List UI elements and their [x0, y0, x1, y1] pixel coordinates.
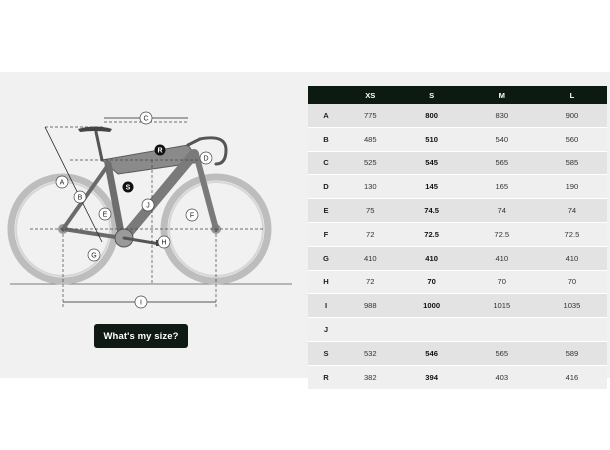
label-i — [135, 296, 147, 308]
svg-text:F: F — [189, 212, 195, 220]
cell-s: 545 — [397, 151, 467, 175]
cell-s: 145 — [397, 175, 467, 199]
cell-m: 72.5 — [467, 222, 537, 246]
table-row — [308, 270, 607, 294]
cell-s — [397, 318, 467, 342]
svg-text:S: S — [125, 184, 131, 192]
svg-text:G: G — [91, 252, 97, 260]
cell-s: 394 — [397, 365, 467, 389]
cell-xs: 775 — [344, 104, 397, 127]
svg-text:A: A — [59, 179, 65, 187]
cell-l: 585 — [537, 151, 607, 175]
cell-xs: 485 — [344, 127, 397, 151]
row-label: A — [308, 104, 344, 127]
table-row — [308, 104, 607, 127]
cell-l: 190 — [537, 175, 607, 199]
cell-m: 165 — [467, 175, 537, 199]
cell-m: 830 — [467, 104, 537, 127]
table-row — [308, 318, 607, 342]
bike-geometry-diagram — [0, 72, 300, 317]
header-size-l: L — [537, 86, 607, 104]
cell-s: 1000 — [397, 294, 467, 318]
table-row — [308, 294, 607, 318]
cell-xs: 410 — [344, 246, 397, 270]
cell-m: 403 — [467, 365, 537, 389]
cell-m: 70 — [467, 270, 537, 294]
cell-m: 74 — [467, 199, 537, 223]
cell-xs: 525 — [344, 151, 397, 175]
table-row — [308, 341, 607, 365]
table-header-row — [308, 86, 607, 104]
cell-s: 546 — [397, 341, 467, 365]
row-label: J — [308, 318, 344, 342]
label-e — [99, 208, 111, 220]
cell-s: 510 — [397, 127, 467, 151]
cell-xs: 382 — [344, 365, 397, 389]
cell-l: 70 — [537, 270, 607, 294]
label-s — [123, 182, 134, 193]
svg-text:I: I — [140, 299, 142, 307]
svg-text:J: J — [146, 202, 150, 210]
whats-my-size-button[interactable]: What's my size? — [94, 324, 188, 348]
label-b — [74, 191, 86, 203]
label-r — [155, 145, 166, 156]
label-j — [142, 199, 154, 211]
cell-xs: 532 — [344, 341, 397, 365]
row-label: C — [308, 151, 344, 175]
cell-s: 72.5 — [397, 222, 467, 246]
row-label: B — [308, 127, 344, 151]
cell-xs: 75 — [344, 199, 397, 223]
table-row — [308, 199, 607, 223]
cell-m: 540 — [467, 127, 537, 151]
table-row — [308, 365, 607, 389]
cell-l: 410 — [537, 246, 607, 270]
row-label: H — [308, 270, 344, 294]
cell-l: 589 — [537, 341, 607, 365]
svg-text:H: H — [161, 239, 167, 247]
cell-m — [467, 318, 537, 342]
cell-xs: 988 — [344, 294, 397, 318]
svg-text:C: C — [143, 115, 149, 123]
row-label: R — [308, 365, 344, 389]
cell-m: 410 — [467, 246, 537, 270]
cell-m: 565 — [467, 341, 537, 365]
header-size-xs: XS — [344, 86, 397, 104]
label-c — [140, 112, 152, 124]
cell-s: 410 — [397, 246, 467, 270]
row-label: G — [308, 246, 344, 270]
cell-xs: 72 — [344, 222, 397, 246]
cell-xs — [344, 318, 397, 342]
svg-text:R: R — [157, 147, 163, 155]
cell-xs: 130 — [344, 175, 397, 199]
cell-l — [537, 318, 607, 342]
cell-l: 416 — [537, 365, 607, 389]
label-a — [56, 176, 68, 188]
cell-l: 72.5 — [537, 222, 607, 246]
row-label: F — [308, 222, 344, 246]
cell-m: 1015 — [467, 294, 537, 318]
cell-l: 1035 — [537, 294, 607, 318]
header-label-column — [308, 86, 344, 104]
row-label: I — [308, 294, 344, 318]
svg-text:B: B — [77, 194, 83, 202]
row-label: D — [308, 175, 344, 199]
table-row — [308, 246, 607, 270]
cell-s: 800 — [397, 104, 467, 127]
header-size-m: M — [467, 86, 537, 104]
label-h — [158, 236, 170, 248]
cell-s: 74.5 — [397, 199, 467, 223]
table-row — [308, 222, 607, 246]
table-row — [308, 127, 607, 151]
cell-l: 560 — [537, 127, 607, 151]
label-d — [200, 152, 212, 164]
cell-m: 565 — [467, 151, 537, 175]
label-g — [88, 249, 100, 261]
header-size-s: S — [397, 86, 467, 104]
cell-xs: 72 — [344, 270, 397, 294]
geometry-table — [308, 86, 607, 390]
svg-text:D: D — [203, 155, 209, 163]
label-f — [186, 209, 198, 221]
row-label: S — [308, 341, 344, 365]
table-row — [308, 175, 607, 199]
row-label: E — [308, 199, 344, 223]
svg-text:E: E — [102, 211, 108, 219]
cell-l: 900 — [537, 104, 607, 127]
cell-s: 70 — [397, 270, 467, 294]
table-row — [308, 151, 607, 175]
cell-l: 74 — [537, 199, 607, 223]
